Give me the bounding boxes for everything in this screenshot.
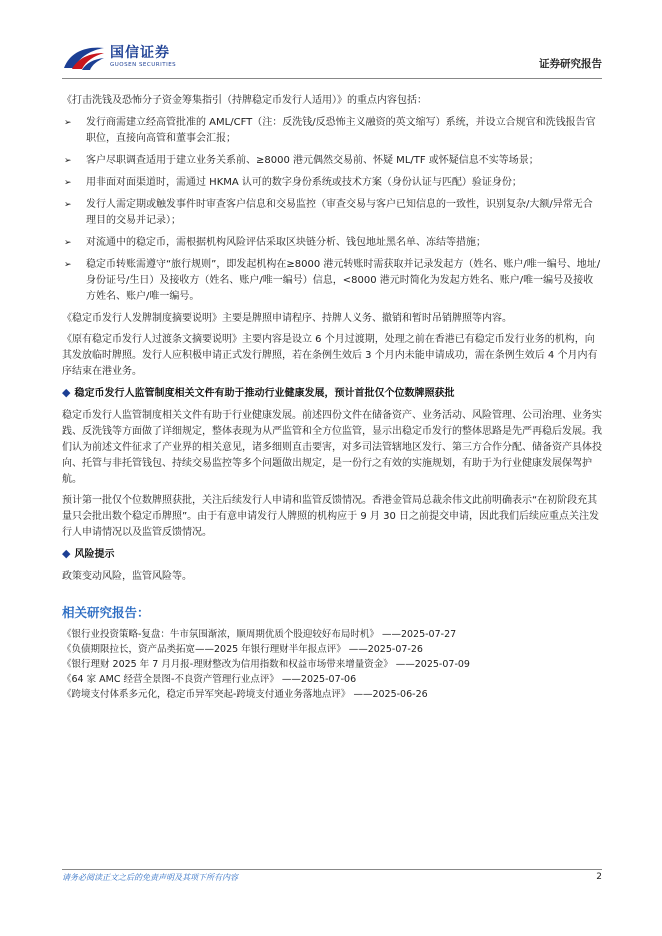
list-item: ➢ 客户尽职调查适用于建立业务关系前、≥8000 港元偶然交易前、怀疑 ML/TF 或怀疑信息不实等场景； [62, 153, 602, 169]
arrow-bullet-icon: ➢ [64, 118, 72, 128]
footer-divider [62, 869, 602, 870]
main-content [62, 93, 602, 702]
page-header [62, 42, 602, 80]
arrow-bullet-icon: ➢ [64, 178, 72, 188]
logo-chinese-name: 国信证券 [110, 45, 170, 61]
header-divider [62, 78, 602, 79]
summary-paragraph: 《稳定币发行人发牌制度摘要说明》主要是牌照申请程序、持牌人义务、撤销和暂时吊销牌照等内容。 [62, 313, 512, 324]
key-points-list [62, 115, 602, 305]
related-report-item[interactable]: 《银行理财 2025 年 7 月月报-理财整改为信用指数和权益市场带来增量资金》 ——2025-07-09 [62, 659, 470, 670]
regulation-paragraph: 稳定币发行人监管制度相关文件有助于行业健康发展。前述四份文件在储备资产、业务活动、风险管理、公司治理、业务实践、反洗钱等方面做了详细规定，整体表现为从严监管和全方位监管，显示出稳定币发行的整体思路是先严再稳后发展。我们认为前述文件征求了产业界的相关意见，诸多细则直击要害，对多司法管辖地区发行、第三方合作分配、储备资产具体投向、托管与非托管钱包、持续交易监控等多个问题做出规定，是一份行之有效的实施规划，有助于为行业健康发展保驾护航。 [62, 410, 602, 485]
logo-english-name: GUOSEN SECURITIES [110, 62, 177, 68]
risk-paragraph: 政策变动风险，监管风险等。 [62, 571, 192, 582]
list-item: ➢ 用非面对面渠道时，需通过 HKMA 认可的数字身份系统或技术方案（身份认证与匹配）验证身份； [62, 175, 602, 191]
list-item: ➢ 稳定币转账需遵守“旅行规则”，即发起机构在≥8000 港元转账时需获取并记录发起方（姓名、账户/唯一编号、地址/身份证号/生日）及接收方（姓名、账户/唯一编号）信息，<8000 港元时简化为发起方姓名、账户/唯一编号及接收方姓名、账户/唯一编号。 [64, 259, 601, 302]
intro-paragraph: 《打击洗钱及恐怖分子资金筹集指引（持牌稳定币发行人适用）》的重点内容包括： [62, 95, 427, 106]
diamond-bullet-icon: ◆ [62, 547, 71, 560]
related-report-item[interactable]: 《64 家 AMC 经营全景图-不良资产管理行业点评》 ——2025-07-06 [62, 674, 357, 685]
list-item: ➢ 对流通中的稳定币，需根据机构风险评估采取区块链分析、钱包地址黑名单、冻结等措施； [62, 235, 602, 251]
forecast-paragraph: 预计第一批仅个位数牌照获批，关注后续发行人申请和监管反馈情况。香港金管局总裁余伟文此前明确表示“在初阶段充其量只会批出数个稳定币牌照”。由于有意申请发行人牌照的机构应于 9 月 30 日之前提交申请，因此我们后续应重点关注发行人申请情况以及监管反馈情况。 [62, 495, 599, 538]
related-reports-title: 相关研究报告： [62, 605, 150, 620]
transition-paragraph: 《原有稳定币发行人过渡条文摘要说明》主要内容是设立 6 个月过渡期，处理之前在香港已有稳定币发行业务的机构，向其发放临时牌照。发行人应积极申请正式发行牌照，若在条例生效后 3 个月内未能申请成功，需在条例生效后 4 个月内有序结束在港业务。 [62, 334, 598, 377]
arrow-bullet-icon: ➢ [64, 156, 72, 166]
diamond-bullet-icon: ◆ [62, 386, 71, 399]
arrow-bullet-icon: ➢ [64, 260, 72, 270]
related-report-item[interactable]: 《跨境支付体系多元化，稳定币异军突起-跨境支付通业务落地点评》 ——2025-06-26 [62, 689, 428, 700]
footer-disclaimer: 请务必阅读正文之后的免责声明及其项下所有内容 [62, 873, 238, 882]
arrow-bullet-icon: ➢ [64, 200, 72, 210]
related-reports-list [62, 627, 602, 702]
guosen-logo [62, 42, 176, 72]
related-report-item[interactable]: 《银行业投资策略-复盘：牛市氛围渐浓，顺周期优质个股迎较好布局时机》 ——2025-07-27 [62, 629, 457, 640]
list-item: ➢ 发行人需定期或触发事件时审查客户信息和交易监控（审查交易与客户已知信息的一致性，识别复杂/大额/异常无合理目的交易并记录）； [64, 199, 593, 226]
arrow-bullet-icon: ➢ [64, 238, 72, 248]
guosen-logo-icon [62, 42, 106, 72]
related-report-item[interactable]: 《负债期限拉长，资产品类拓宽——2025 年银行理财半年报点评》 ——2025-07-26 [62, 644, 423, 655]
section-heading-risk: ◆ 风险提示 [62, 547, 115, 560]
list-item: ➢ 发行商需建立经高管批准的 AML/CFT（注：反洗钱/反恐怖主义融资的英文缩写）系统，并设立合规官和洗钱报告官职位，直接向高管和董事会汇报； [64, 117, 596, 144]
page-number: 2 [596, 872, 602, 882]
report-type-label: 证券研究报告 [539, 58, 602, 70]
section-heading-regulation: ◆ 稳定币发行人监管制度相关文件有助于推动行业健康发展，预计首批仅个位数牌照获批 [62, 386, 455, 399]
